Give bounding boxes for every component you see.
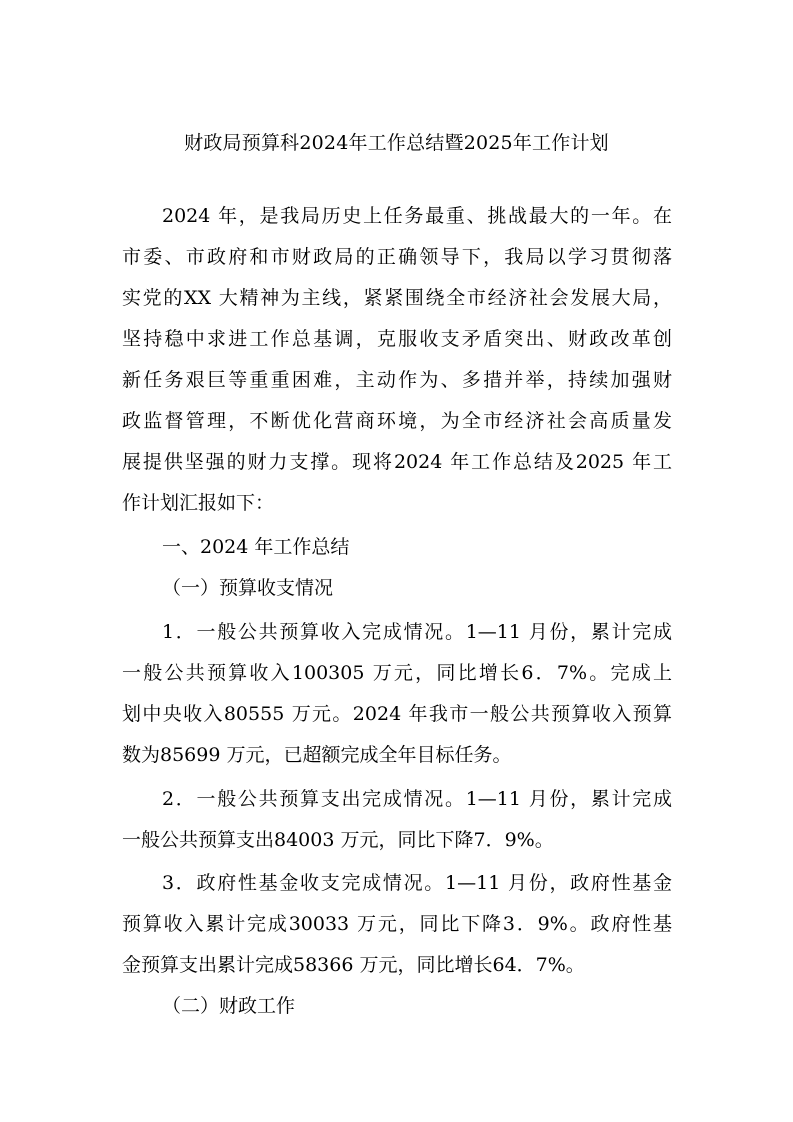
- item2-line-2: 一般公共预算支出84003 万元，同比下降7．9%。: [122, 829, 554, 851]
- intro-line-7: 展提供坚强的财力支撑。现将2024 年工作总结及2025 年工: [122, 451, 672, 473]
- intro-line-5: 新任务艰巨等重重困难，主动作为、多措并举，持续加强财: [122, 369, 672, 391]
- item3-line-1: 3．政府性基金收支完成情况。1—11 月份，政府性基金: [162, 872, 672, 894]
- intro-line-6: 政监督管理，不断优化营商环境，为全市经济社会高质量发: [122, 410, 672, 432]
- item1-line-2: 一般公共预算收入100305 万元，同比增长6．7%。完成上: [122, 662, 672, 684]
- item3-line-2: 预算收入累计完成30033 万元，同比下降3．9%。政府性基: [122, 913, 672, 935]
- item3-line-3: 金预算支出累计完成58366 万元，同比增长64．7%。: [122, 954, 585, 976]
- intro-line-3: 实党的XX 大精神为主线，紧紧围绕全市经济社会发展大局，: [122, 287, 672, 309]
- item1-line-1: 1．一般公共预算收入完成情况。1—11 月份，累计完成: [162, 621, 672, 643]
- intro-line-8: 作计划汇报如下：: [122, 492, 275, 514]
- document-title: 财政局预算科2024年工作总结暨2025年工作计划: [184, 132, 609, 154]
- intro-line-1: 2024 年，是我局历史上任务最重、挑战最大的一年。在: [162, 205, 672, 227]
- item1-line-4: 数为85699 万元，已超额完成全年目标任务。: [122, 744, 512, 766]
- item2-line-1: 2．一般公共预算支出完成情况。1—11 月份，累计完成: [162, 788, 672, 810]
- subsection-heading-budget: （一）预算收支情况: [162, 577, 334, 599]
- intro-line-2: 市委、市政府和市财政局的正确领导下，我局以学习贯彻落: [122, 246, 672, 268]
- item1-line-3: 划中央收入80555 万元。2024 年我市一般公共预算收入预算: [122, 703, 672, 725]
- section-heading-work-summary: 一、2024 年工作总结: [162, 536, 350, 558]
- intro-line-4: 坚持稳中求进工作总基调，克服收支矛盾突出、财政改革创: [122, 328, 672, 350]
- subsection-heading-finance-work: （二）财政工作: [162, 995, 296, 1017]
